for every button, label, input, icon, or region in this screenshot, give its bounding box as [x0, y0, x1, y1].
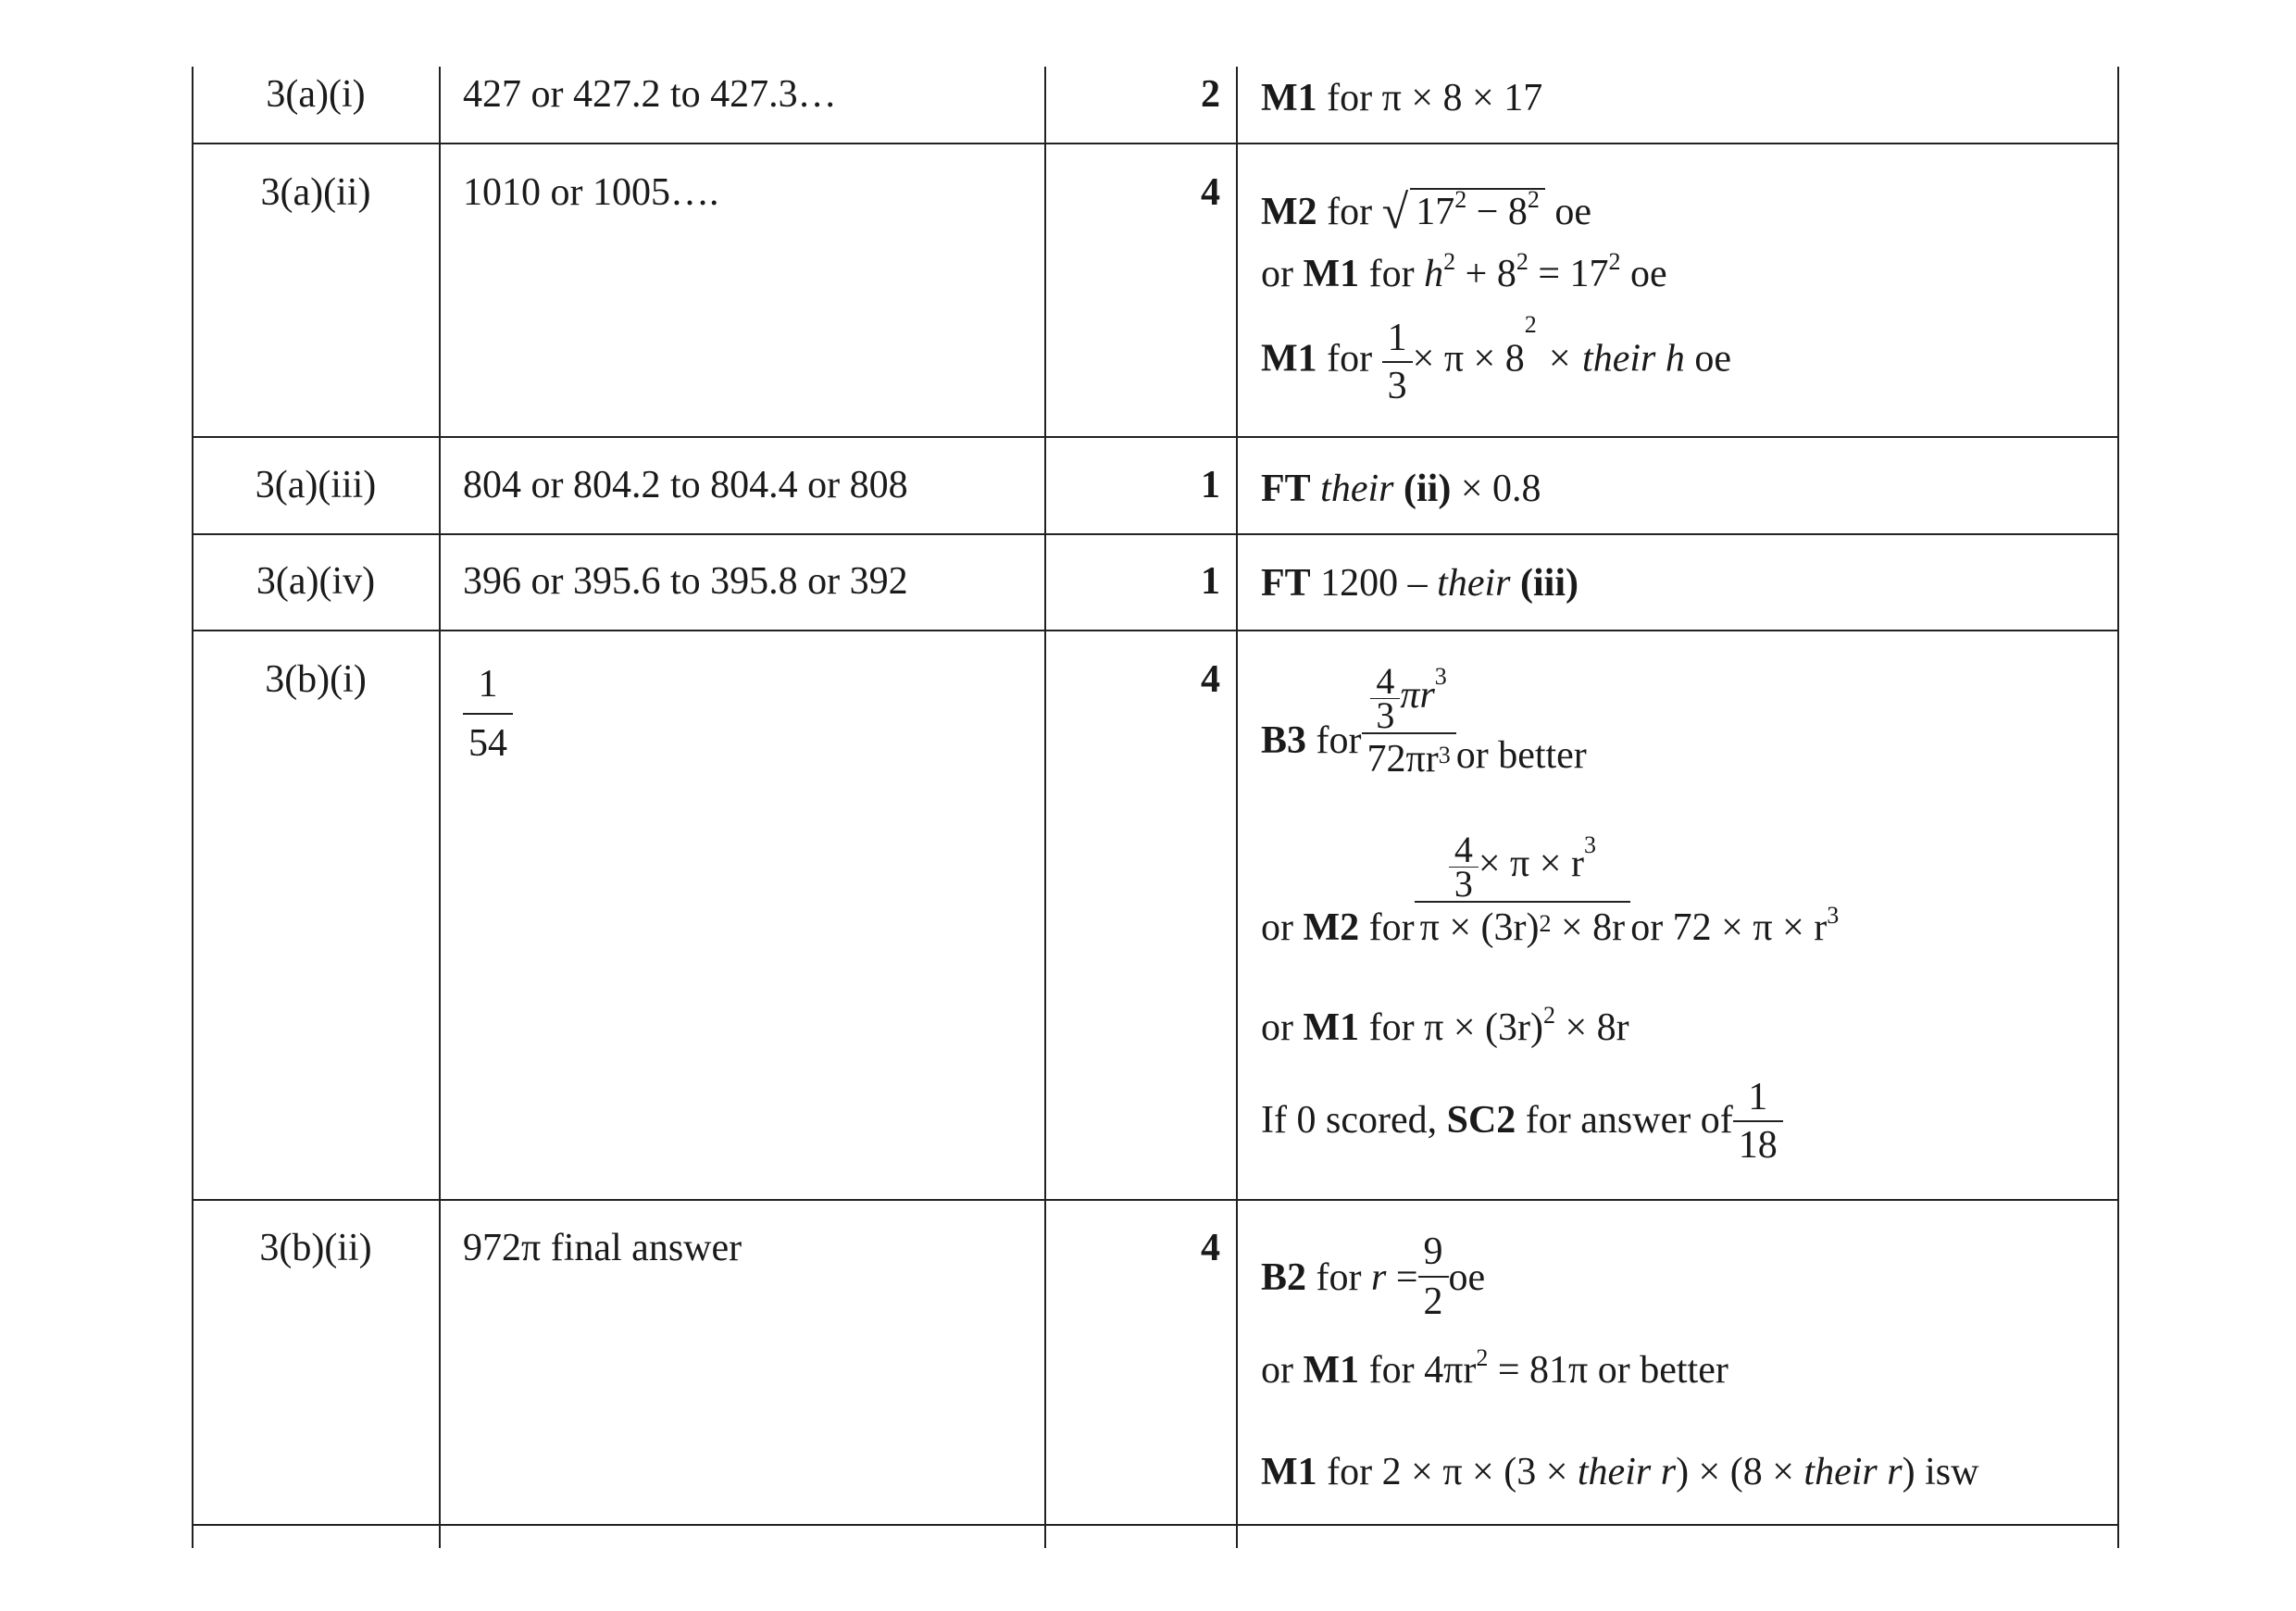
guidance-line [1261, 181, 1592, 239]
mark-code: M1 [1303, 1349, 1360, 1392]
marks: 4 [1201, 171, 1220, 214]
guidance-line: or M1 for $\pi \times (3r)^2 \times 8r$ [1261, 1002, 1629, 1049]
mark-code: M1 [1303, 253, 1360, 295]
question-number: 3(b)(i) [265, 658, 367, 701]
answer [463, 656, 513, 772]
mark-code: B3 [1261, 719, 1307, 762]
answer: 972π final answer [463, 1227, 742, 1269]
sqrt-icon: √ [1381, 186, 1409, 239]
grid-line [1236, 67, 1238, 1548]
guidance-line: M1 for $\frac{1}{3}$ × $\pi \times 8^2$ × their h oe [1261, 311, 1732, 407]
question-number: 3(a)(iv) [256, 560, 376, 603]
question-number: 3(a)(iii) [255, 464, 377, 506]
guidance-line: or M2 for $\frac{4}{3}$ × $\pi \times r^3$ $\pi \times (3r)^2 \times 8r$ or $72 \times \pi \times r^3$ [1261, 824, 1839, 953]
mark-code: M2 [1261, 191, 1317, 233]
mark-code: FT [1261, 468, 1311, 510]
mark-code: M1 [1261, 1451, 1317, 1493]
guidance-line: or M1 for $4\pi r^2 = 81\pi$ or better [1261, 1344, 1728, 1392]
grid-line [1044, 67, 1046, 1548]
answer: 396 or 395.6 to 395.8 or 392 [463, 560, 908, 603]
answer: 804 or 804.2 to 804.4 or 808 [463, 464, 908, 506]
question-number: 3(a)(i) [266, 73, 366, 116]
fraction: $\frac{4}{3}$ × $\pi \times r^3$ $\pi \times (3r)^2 \times 8r$ [1415, 824, 1631, 953]
mark-code: M1 [1303, 1006, 1360, 1049]
grid-line [2117, 67, 2119, 1548]
grid-line [192, 67, 193, 1548]
answer: 427 or 427.2 to 427.3… [463, 73, 837, 116]
grid-line [192, 1199, 2119, 1201]
marks: 1 [1201, 560, 1220, 603]
guidance: FT 1200 – their (iii) [1261, 562, 1578, 605]
fraction: $\frac{4}{3}$ $\pi r^3$ $72\pi r^3$ [1362, 659, 1456, 784]
sqrt-expression: $17^2 - 8^2$ [1410, 188, 1545, 234]
mark-code: B2 [1261, 1256, 1307, 1299]
mark-code: M1 [1261, 337, 1317, 381]
marks: 4 [1201, 658, 1220, 701]
answer: 1010 or 1005…. [463, 171, 719, 214]
marks: 1 [1201, 464, 1220, 506]
mark-code: FT [1261, 562, 1311, 605]
guidance-line: B3 for $\frac{4}{3}$ $\pi r^3$ $72\pi r^3$ or better [1261, 659, 1587, 784]
grid-line [192, 630, 2119, 631]
grid-line [192, 143, 2119, 144]
mark-code: M2 [1303, 906, 1360, 949]
fraction: $\frac{9}{2}$ [1418, 1228, 1449, 1326]
guidance-line: or M1 for $h^2 + 8^2 = 17^2$ oe [1261, 248, 1667, 295]
grid-line [439, 67, 441, 1548]
guidance-line: B2 for r = $\frac{9}{2}$ oe [1261, 1228, 1485, 1326]
guidance-line: If 0 scored, SC2 for answer of $\frac{1}{18}$ [1261, 1074, 1783, 1168]
guidance-text: oe [1544, 191, 1592, 233]
mark-code: M1 [1261, 77, 1317, 119]
question-number: 3(b)(ii) [259, 1227, 372, 1269]
guidance-text: for [1316, 191, 1382, 233]
marks: 2 [1201, 73, 1220, 116]
mark-code: SC2 [1446, 1099, 1516, 1142]
fraction: $\frac{1}{54}$ [463, 656, 513, 772]
grid-line [192, 436, 2119, 438]
guidance-text: for π × 8 × 17 [1316, 77, 1543, 119]
grid-line [192, 1524, 2119, 1526]
guidance [1261, 74, 1542, 122]
fraction: $\frac{1}{18}$ [1733, 1074, 1783, 1168]
guidance: FT their (ii) × 0.8 [1261, 468, 1541, 510]
guidance-line: M1 for 2 × π × (3 × their r) × (8 × their r) isw [1261, 1451, 1979, 1493]
question-number: 3(a)(ii) [260, 171, 371, 214]
grid-line [192, 533, 2119, 535]
marks: 4 [1201, 1227, 1220, 1269]
fraction: $\frac{1}{3}$ [1382, 315, 1413, 409]
